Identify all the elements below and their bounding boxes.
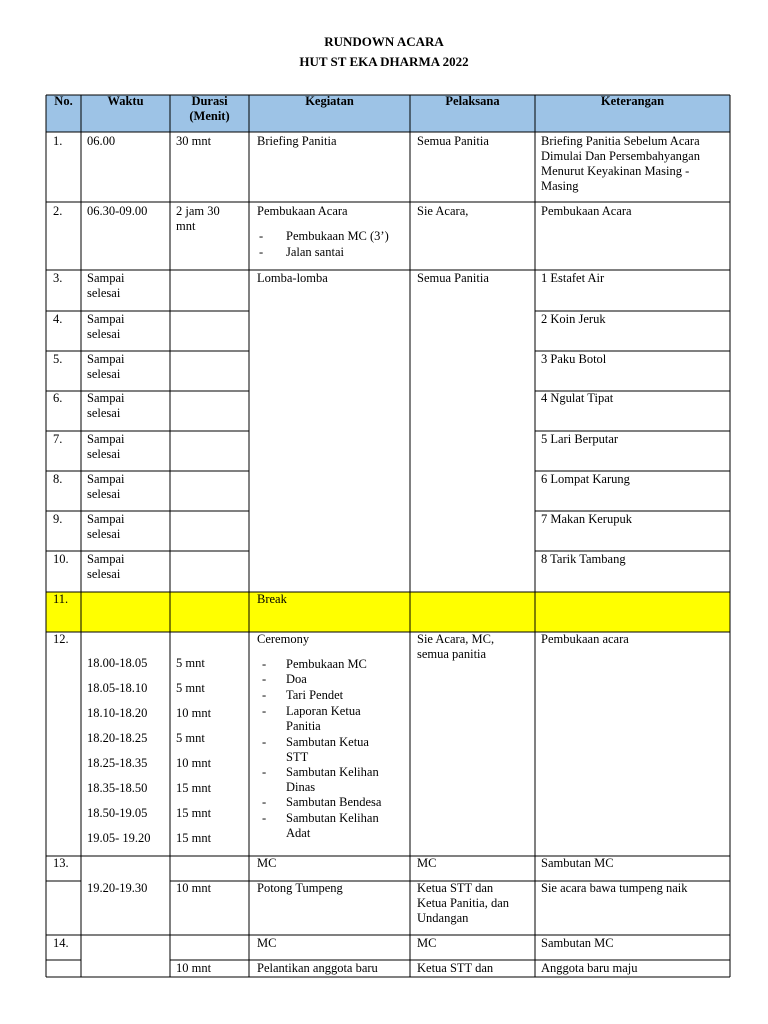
table-row-waktu: Sampai xyxy=(87,271,125,285)
table-row-waktu: Sampai xyxy=(87,312,125,326)
row12-time: 18.35-18.50 xyxy=(87,781,148,795)
table-row-waktu: Sampai xyxy=(87,352,125,366)
table-row-keterangan: 3 Paku Botol xyxy=(541,352,607,366)
row13-no: 13. xyxy=(53,856,69,870)
row13-b-pelaksana-3: Undangan xyxy=(417,911,469,925)
row12-duration: 15 mnt xyxy=(176,831,212,845)
row12-item: Dinas xyxy=(286,780,316,794)
bullet-dash: - xyxy=(259,245,264,259)
row2-pelaksana: Sie Acara, xyxy=(417,204,469,218)
row1-pelaksana: Semua Panitia xyxy=(417,134,489,148)
row1-keterangan-2: Dimulai Dan Persembahyangan xyxy=(541,149,700,163)
row14-a-keterangan: Sambutan MC xyxy=(541,936,614,950)
row12-time: 18.25-18.35 xyxy=(87,756,148,770)
table-row-keterangan: 6 Lompat Karung xyxy=(541,472,630,486)
row13-b-pelaksana-1: Ketua STT dan xyxy=(417,881,494,895)
bullet-dash: - xyxy=(262,672,267,686)
row12-pelaksana: Sie Acara, MC, xyxy=(417,632,495,646)
header-durasi-unit: (Menit) xyxy=(189,109,230,123)
table-row-keterangan: 4 Ngulat Tipat xyxy=(541,391,614,405)
table-row-waktu-2: selesai xyxy=(87,487,121,501)
row12-duration: 15 mnt xyxy=(176,781,212,795)
header-kegiatan: Kegiatan xyxy=(305,94,354,108)
lomba-pelaksana: Semua Panitia xyxy=(417,271,489,285)
row2-kegiatan: Pembukaan Acara xyxy=(257,204,348,218)
table-row-no: 4. xyxy=(53,312,63,326)
row12-item: Tari Pendet xyxy=(286,688,344,702)
row13-b-pelaksana-2: Ketua Panitia, dan xyxy=(417,896,509,910)
row12-item: Pembukaan MC xyxy=(286,657,367,671)
row12-item: Adat xyxy=(286,826,311,840)
row12-item: Panitia xyxy=(286,719,321,733)
bullet-dash: - xyxy=(262,795,267,809)
table-row-waktu: Sampai xyxy=(87,472,125,486)
header-no: No. xyxy=(54,94,73,108)
table-row-no: 6. xyxy=(53,391,63,405)
row13-b-kegiatan: Potong Tumpeng xyxy=(257,881,343,895)
table-row-no: 8. xyxy=(53,472,63,486)
row13-b-keterangan: Sie acara bawa tumpeng naik xyxy=(541,881,688,895)
row14-b-keterangan: Anggota baru maju xyxy=(541,961,638,975)
row14-no: 14. xyxy=(53,936,69,950)
row14-b-pelaksana: Ketua STT dan xyxy=(417,961,494,975)
row2-item-2: Jalan santai xyxy=(286,245,344,259)
bullet-dash: - xyxy=(262,704,267,718)
table-row-keterangan: 7 Makan Kerupuk xyxy=(541,512,632,526)
row12-item: Sambutan Kelihan xyxy=(286,811,379,825)
row1-waktu: 06.00 xyxy=(87,134,116,148)
row12-duration: 15 mnt xyxy=(176,806,212,820)
row12-no: 12. xyxy=(53,632,69,646)
row12-pelaksana-2: semua panitia xyxy=(417,647,487,661)
row13-a-pelaksana: MC xyxy=(417,856,437,870)
page-title: RUNDOWN ACARA xyxy=(324,34,444,49)
row1-durasi: 30 mnt xyxy=(176,134,212,148)
row12-duration: 5 mnt xyxy=(176,731,205,745)
table-row-no: 5. xyxy=(53,352,63,366)
bullet-dash: - xyxy=(262,811,267,825)
table-row-waktu-2: selesai xyxy=(87,406,121,420)
row12-duration: 10 mnt xyxy=(176,756,212,770)
row2-durasi: 2 jam 30 xyxy=(176,204,220,218)
row14-b-durasi: 10 mnt xyxy=(176,961,212,975)
table-row-keterangan: 5 Lari Berputar xyxy=(541,432,619,446)
header-waktu: Waktu xyxy=(107,94,144,108)
row13-a-keterangan: Sambutan MC xyxy=(541,856,614,870)
row12-item: Laporan Ketua xyxy=(286,704,361,718)
row2-waktu: 06.30-09.00 xyxy=(87,204,148,218)
row12-time: 18.50-19.05 xyxy=(87,806,148,820)
row12-item: Sambutan Bendesa xyxy=(286,795,382,809)
header-keterangan: Keterangan xyxy=(600,94,665,108)
row2-no: 2. xyxy=(53,204,63,218)
row13-waktu: 19.20-19.30 xyxy=(87,881,148,895)
row12-item: Doa xyxy=(286,672,307,686)
bullet-dash: - xyxy=(262,688,267,702)
table-row-waktu-2: selesai xyxy=(87,527,121,541)
row1-keterangan-4: Masing xyxy=(541,179,579,193)
row12-time: 18.10-18.20 xyxy=(87,706,148,720)
table-row-keterangan: 1 Estafet Air xyxy=(541,271,605,285)
row2-durasi-unit: mnt xyxy=(176,219,196,233)
row12-item: Sambutan Kelihan xyxy=(286,765,379,779)
table-row-no: 9. xyxy=(53,512,63,526)
row1-kegiatan: Briefing Panitia xyxy=(257,134,337,148)
table-row-waktu-2: selesai xyxy=(87,567,121,581)
row12-item: STT xyxy=(286,750,309,764)
break-row-background xyxy=(46,592,730,632)
table-row-waktu: Sampai xyxy=(87,552,125,566)
row12-duration: 10 mnt xyxy=(176,706,212,720)
row12-time: 18.20-18.25 xyxy=(87,731,148,745)
row12-time: 18.00-18.05 xyxy=(87,656,148,670)
table-row-waktu: Sampai xyxy=(87,391,125,405)
table-row-no: 7. xyxy=(53,432,63,446)
row12-keterangan: Pembukaan acara xyxy=(541,632,629,646)
row11-kegiatan: Break xyxy=(257,592,287,606)
row12-item: Sambutan Ketua xyxy=(286,735,369,749)
table-row-waktu-2: selesai xyxy=(87,447,121,461)
header-pelaksana: Pelaksana xyxy=(445,94,500,108)
table-row-waktu: Sampai xyxy=(87,512,125,526)
table-row-waktu: Sampai xyxy=(87,432,125,446)
bullet-dash: - xyxy=(259,229,264,243)
row2-keterangan: Pembukaan Acara xyxy=(541,204,632,218)
row13-a-kegiatan: MC xyxy=(257,856,277,870)
row12-duration: 5 mnt xyxy=(176,656,205,670)
row2-item-1: Pembukaan MC (3’) xyxy=(286,229,389,243)
row1-no: 1. xyxy=(53,134,63,148)
row14-a-kegiatan: MC xyxy=(257,936,277,950)
bullet-dash: - xyxy=(262,735,267,749)
row14-b-kegiatan: Pelantikan anggota baru xyxy=(257,961,378,975)
table-row-waktu-2: selesai xyxy=(87,286,121,300)
lomba-kegiatan: Lomba-lomba xyxy=(257,271,328,285)
row14-a-pelaksana: MC xyxy=(417,936,437,950)
table-row-waktu-2: selesai xyxy=(87,367,121,381)
table-row-no: 10. xyxy=(53,552,69,566)
table-row-keterangan: 2 Koin Jeruk xyxy=(541,312,606,326)
row12-time: 18.05-18.10 xyxy=(87,681,148,695)
bullet-dash: - xyxy=(262,765,267,779)
row13-durasi: 10 mnt xyxy=(176,881,212,895)
header-durasi: Durasi xyxy=(191,94,228,108)
bullet-dash: - xyxy=(262,657,267,671)
table-row-waktu-2: selesai xyxy=(87,327,121,341)
row1-keterangan-3: Menurut Keyakinan Masing - xyxy=(541,164,690,178)
row11-no: 11. xyxy=(53,592,69,606)
row1-keterangan-1: Briefing Panitia Sebelum Acara xyxy=(541,134,700,148)
table-row-no: 3. xyxy=(53,271,63,285)
row12-duration: 5 mnt xyxy=(176,681,205,695)
page-subtitle: HUT ST EKA DHARMA 2022 xyxy=(299,54,469,69)
row12-kegiatan: Ceremony xyxy=(257,632,310,646)
row12-time: 19.05- 19.20 xyxy=(87,831,151,845)
table-row-keterangan: 8 Tarik Tambang xyxy=(541,552,626,566)
